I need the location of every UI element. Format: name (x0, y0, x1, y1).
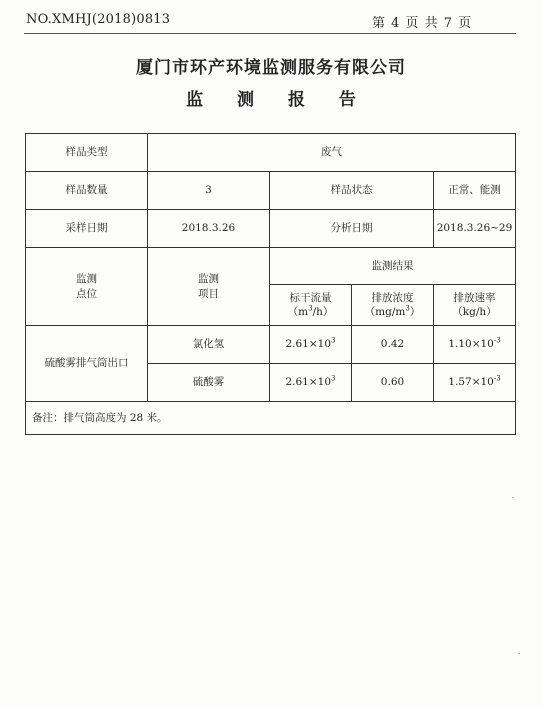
scan-speck (518, 653, 520, 654)
col-conc-name: 排放浓度 (371, 291, 414, 304)
page-indicator: 第 4 页 共 7 页 (372, 16, 472, 31)
row-header-1 (26, 248, 516, 285)
col-flow-unit: $(m^3/h)$ (287, 304, 334, 318)
col-flow-name: 标干流量 (289, 291, 332, 304)
sampling-date-label: 采样日期 (26, 210, 148, 248)
sample-state-value: 正常、能测 (434, 172, 516, 210)
item-cell: 硫酸雾 (148, 364, 270, 402)
item-cell: 氯化氢 (148, 326, 270, 364)
col-result-header: 监测结果 (270, 248, 516, 285)
row-sample-type (26, 134, 516, 172)
row-dates (26, 210, 516, 248)
col-rate-name: 排放速率 (453, 291, 496, 304)
conc-cell: 0.60 (352, 364, 434, 402)
sample-type-label: 样品类型 (26, 134, 148, 172)
row-note (26, 402, 516, 435)
note-cell: 备注：排气筒高度为 28 米。 (26, 402, 516, 435)
sample-count-value: 3 (148, 172, 270, 210)
table-row (26, 326, 516, 364)
col-conc-header (352, 285, 434, 326)
col-item-header (148, 248, 270, 326)
col-point-line1: 监测 (76, 273, 97, 286)
header-divider (24, 33, 516, 34)
col-item-line1: 监测 (198, 273, 219, 286)
flow-cell: $2.61\times 10^3$ (270, 326, 352, 364)
flow-cell: $2.61\times 10^3$ (270, 364, 352, 402)
conc-cell: 0.42 (352, 326, 434, 364)
col-item-line2: 项目 (198, 287, 219, 300)
company-name: 厦门市环产环境监测服务有限公司 (136, 58, 406, 78)
col-flow-header (270, 285, 352, 326)
rate-cell: $1.57\times 10^{-3}$ (434, 364, 516, 402)
scan-speck (512, 497, 514, 498)
analysis-date-label: 分析日期 (270, 210, 434, 248)
sampling-date-value: 2018.3.26 (148, 210, 270, 248)
col-point-line2: 点位 (76, 287, 97, 300)
monitoring-table (25, 133, 516, 435)
rate-cell: $1.10\times 10^{-3}$ (434, 326, 516, 364)
row-sample-count (26, 172, 516, 210)
sample-count-label: 样品数量 (26, 172, 148, 210)
document-number: NO.XMHJ(2018)0813 (26, 12, 171, 27)
sample-type-value: 废气 (148, 134, 516, 172)
report-title: 监 测 报 告 (186, 90, 370, 110)
analysis-date-value: 2018.3.26~29 (434, 210, 516, 248)
col-rate-unit: （kg/h） (452, 306, 497, 318)
sample-state-label: 样品状态 (270, 172, 434, 210)
col-conc-unit: $(mg/m^3)$ (364, 304, 421, 318)
col-point-header (26, 248, 148, 326)
location-cell: 硫酸雾排气筒出口 (26, 326, 148, 402)
col-rate-header (434, 285, 516, 326)
